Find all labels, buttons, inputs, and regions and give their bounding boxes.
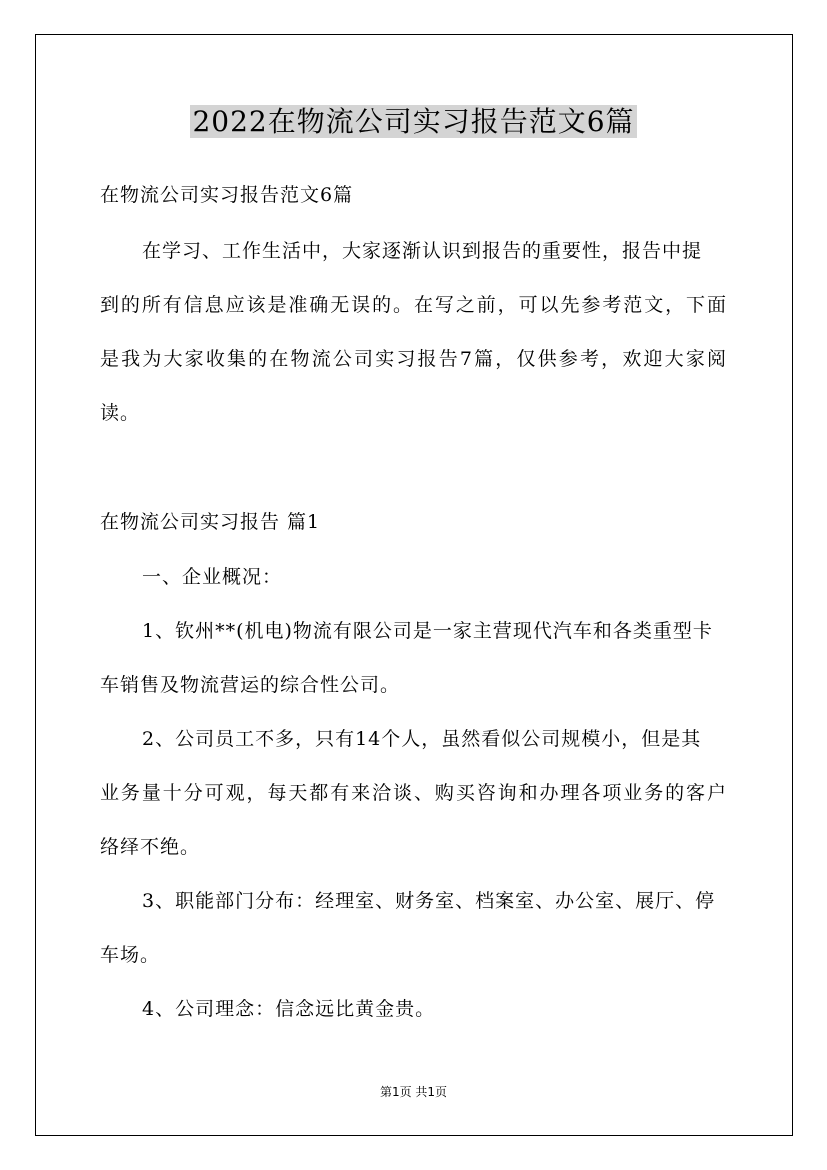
section-item-9: 4、公司理念：信念远比黄金贵。	[142, 998, 436, 1020]
intro-line-4: 读。	[100, 402, 141, 424]
section-item-8: 车场。	[100, 944, 161, 966]
page-footer	[0, 1083, 827, 1100]
section-item-1: 一、企业概况：	[142, 566, 283, 588]
document-title	[0, 102, 827, 142]
section-item-2: 1、钦州**(机电)物流有限公司是一家主营现代汽车和各类重型卡	[142, 620, 713, 642]
intro-line-1: 在学习、工作生活中，大家逐渐认识到报告的重要性，报告中提	[142, 240, 703, 262]
subtitle: 在物流公司实习报告范文6篇	[100, 184, 354, 206]
section-item-7: 3、职能部门分布：经理室、财务室、档案室、办公室、展厅、停	[142, 890, 716, 912]
intro-line-2: 到的所有信息应该是准确无误的。在写之前，可以先参考范文，下面	[100, 294, 727, 316]
section-item-3: 车销售及物流营运的综合性公司。	[100, 674, 401, 696]
section-heading: 在物流公司实习报告 篇1	[100, 511, 321, 533]
section-item-5: 业务量十分可观，每天都有来洽谈、购买咨询和办理各项业务的客户	[100, 782, 727, 804]
section-item-4: 2、公司员工不多，只有14个人，虽然看似公司规模小，但是其	[142, 728, 702, 750]
intro-line-3: 是我为大家收集的在物流公司实习报告7篇，仅供参考，欢迎大家阅	[100, 348, 727, 370]
section-item-6: 络绎不绝。	[100, 836, 201, 858]
document-title-text: 2022在物流公司实习报告范文6篇	[192, 105, 635, 138]
page-number: 第1页 共1页	[379, 1085, 448, 1099]
